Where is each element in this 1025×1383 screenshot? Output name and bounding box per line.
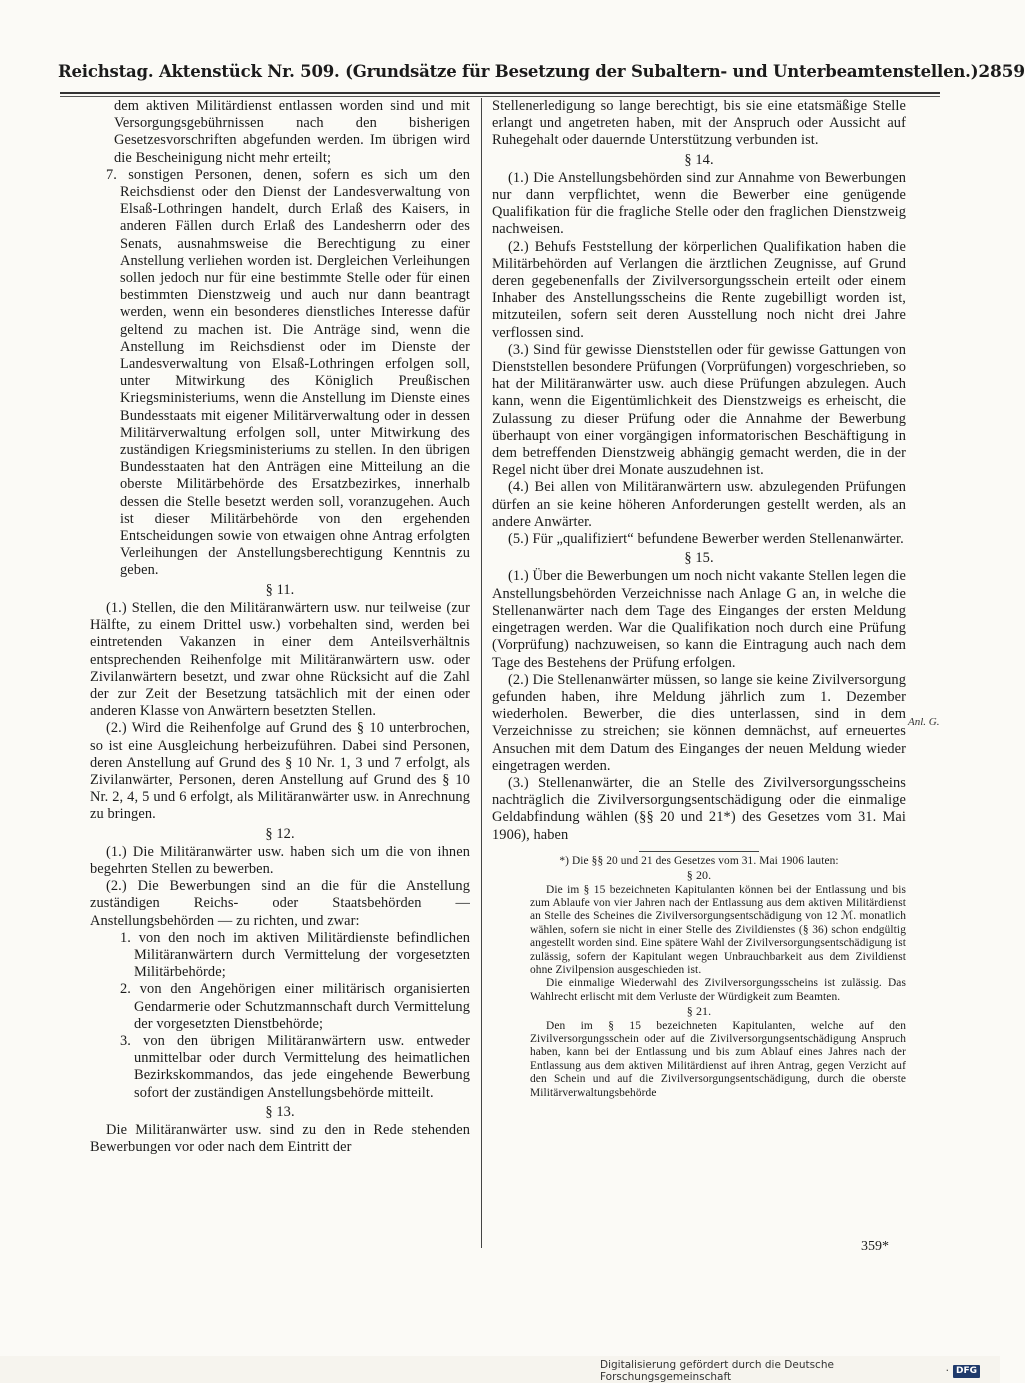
paragraph-11-2: (2.) Wird die Reihenfolge auf Grund des § 10 unterbrochen, so ist eine Ausgleichung herbeizuführen. Dabei sind Personen, deren Anstellung auf Grund des § 10 Nr. 1, 3 und 7 erfolgt, als Zivilanwärter, Personen, deren Anstellung auf Grund des § 10 Nr. 2, 4, 5 und 6 erfolgt, als Militäranwärter usw. in Anrechnung zu bringen.	[90, 720, 470, 823]
paragraph-14-2: (2.) Behufs Feststellung der körperlichen Qualifikation haben die Militärbehörden auf Verlangen die ärztlichen Zeugnisse, auf Grund deren gegebenenfalls der Zivilversorgungsschein erteilt oder einem Inhaber des Anstellungsscheins die Rente zugebilligt worden ist, mitzuteilen, sofern seit deren Ausstellung noch nicht drei Jahre verflossen sind.	[492, 238, 906, 341]
section-heading-15: § 15.	[684, 550, 714, 567]
paragraph-continued-right: Stellenerledigung so lange berechtigt, bis sie eine etatsmäßige Stelle erlangt und angetreten haben, mit der Anspruch oder Aussicht auf Ruhegehalt oder dauernde Unterstützung verbunden ist.	[492, 98, 906, 149]
header-rule	[60, 92, 940, 97]
footnote-paragraph-21-1: Den im § 15 bezeichneten Kapitulanten, welche auf den Zivilversorgungsschein oder auf die Zivilversorgungsentschädigung Anspruch haben, kann bei der Entlassung und bis zum Ablauf eines Jahres nach der Entlassung aus dem aktiven Militärdienst auf ihren Antrag, gegen Verzicht auf den Schein und auf die Zivilversorgungsentschädigung, durch die oberste Militärverwaltungsbehörde	[530, 1019, 906, 1099]
paragraph-14-1: (1.) Die Anstellungsbehörden sind zur Annahme von Bewerbungen nur dann verpflichtet, wenn die Bewerber eine genügende Qualifikation für die fragliche Stelle oder den fraglichen Dienstzweig nachweisen.	[492, 169, 906, 238]
paragraph-14-3: (3.) Sind für gewisse Dienststellen oder für gewisse Gattungen von Dienststellen besondere Prüfungen (Vorprüfungen) vorgeschrieben, so hat der Militäranwärter usw. auch diese Prüfungen abzulegen. Auch kann, wenn die Eigentümlichkeit des Dienstzweigs es erheischt, die Zulassung zu dieser Prüfung oder die Annahme der Bewerbung überhaupt von einer vorgängigen informatorischen Beschäftigung in dem betreffenden Dienstzweig abhängig gemacht werden, die in der Regel nicht über drei Monate auszudehnen ist.	[492, 341, 906, 479]
right-column	[492, 98, 906, 1100]
list-item-12-2: 2. von den Angehörigen einer militärisch organisierten Gendarmerie oder Schutzmannschaft durch Vermittelung der vorgesetzten Dienstbehörde;	[120, 981, 470, 1032]
dfg-logo-icon: DFG	[953, 1365, 980, 1378]
running-header	[58, 62, 1025, 86]
paragraph-15-1: (1.) Über die Bewerbungen um noch nicht vakante Stellen legen die Anstellungsbehörden Verzeichnisse nach Anlage G an, in welche die Stellenanwärter nach dem Tage des Einganges der ersten Meldung eingetragen werden. War die Qualifikation noch durch eine Prüfung (Vorprüfung) nachzuweisen, so kann die Eintragung auch nach dem Tage des Bestehens der Prüfung erfolgen.	[492, 568, 906, 671]
footnote-paragraph-20-1: Die im § 15 bezeichneten Kapitulanten können bei der Entlassung und bis zum Ablaufe von vier Jahren nach der Entlassung aus dem aktiven Militärdienst an Stelle des Scheines die Zivilversorgungsentschädigung von 12 ℳ. monatlich wählen, sofern sie nicht in einer Stelle des Zivildienstes (§ 36) schon endgültig angestellt worden sind. Eine spätere Wahl der Zivilversorgungsentschädigung ist zulässig, sofern der Kapitulant wegen Unbrauchbarkeit aus dem Zivildienst ohne Zivilpension ausgeschieden ist.	[530, 883, 906, 976]
left-column	[90, 98, 470, 1156]
section-heading-13: § 13.	[265, 1103, 295, 1120]
list-item-12-3: 3. von den übrigen Militäranwärtern usw. entweder unmittelbar oder durch Vermittelung des heimatlichen Bezirkskommandos, das jede eingehende Bewerbung sofort der zuständigen Anstellungsbehörde mitteilt.	[120, 1032, 470, 1101]
paragraph-15-2: (2.) Die Stellenanwärter müssen, so lange sie keine Zivilversorgung gefunden haben, ihre Meldung jährlich zum 1. Dezember wiederholen. Bewerber, die dies unterlassen, sind in dem Verzeichnisse zu streichen; sie können demnächst, auf erneuertes Ansuchen mit dem Datum des Einganges der neuen Meldung wieder eingetragen werden.	[492, 671, 906, 774]
footnote-paragraph-20-2: Die einmalige Wiederwahl des Zivilversorgungsscheins ist zulässig. Das Wahlrecht erlischt mit dem Verluste der Würdigkeit zum Beamten.	[530, 977, 906, 1003]
credit-dot: ·	[945, 1365, 949, 1377]
section-heading-14: § 14.	[684, 151, 714, 168]
section-heading-11: § 11.	[265, 581, 295, 598]
credit-text: Digitalisierung gefördert durch die Deutsche Forschungsgemeinschaft	[600, 1359, 834, 1383]
footnote-rule	[639, 851, 759, 852]
list-item-7: 7. sonstigen Personen, denen, sofern es sich um den Reichsdienst oder den Dienst der Landesverwaltung von Elsaß-Lothringen handelt, durch Erlaß des Kaisers, in anderen Fällen durch Erlaß des Landesherrn oder des Senats, ausnahmsweise die Berechtigung zu einer Anstellung verliehen worden ist. Dergleichen Verleihungen sollen jedoch nur für eine bestimmte Stelle oder für einen bestimmten Dienstzweig und auch nur dann beantragt werden, wenn ein besonderes dienstliches Interesse dafür geltend zu machen ist. Die Anträge sind, wenn die Anstellung im Reichsdienst oder im Dienste der Landesverwaltung von Elsaß-Lothringen erfolgen soll, unter Mitwirkung des Königlich Preußischen Kriegsministeriums, wenn die Anstellung im Dienste eines Bundesstaats mit eigener Militärverwaltung oder in dessen Militärverwaltung erfolgen soll, unter Mitwirkung des zuständigen Kriegsministeriums zu stellen. In den übrigen Bundesstaaten hat den Anträgen eine Mitteilung an die oberste Militärbehörde des Ersatzbezirkes, innerhalb dessen die Stelle besetzt werden soll, voranzugehen. Auch ist dieser Militärbehörde von den ergehenden Entscheidungen sowie von etwaigen ohne Antrag erfolgten Verleihungen der Anstellungsberechtigung Kenntnis zu geben.	[106, 166, 470, 579]
footnote-lead: *) Die §§ 20 und 21 des Gesetzes vom 31. Mai 1906 lauten:	[559, 854, 839, 867]
section-heading-12: § 12.	[265, 825, 295, 842]
paragraph-continued: dem aktiven Militärdienst entlassen worden sind und mit Versorgungsgebührnissen nach den bisherigen Gesetzesvorschriften abgefunden werden. Im übrigen wird die Bescheinigung nicht mehr erteilt;	[114, 98, 470, 166]
page-number: 2859	[978, 62, 1025, 82]
paragraph-12-2: (2.) Die Bewerbungen sind an die für die Anstellung zuständigen Reichs- oder Staatsbehörden — Anstellungsbehörden — zu richten, und zwar:	[90, 878, 470, 929]
signature-mark: 359*	[861, 1239, 889, 1254]
paragraph-14-5: (5.) Für „qualifiziert“ befundene Bewerber werden Stellenanwärter.	[508, 531, 904, 548]
footnote	[492, 855, 906, 1100]
credit-line	[600, 1359, 980, 1383]
paragraph-15-3: (3.) Stellenanwärter, die an Stelle des Zivilversorgungsscheins nachträglich die Zivilversorgungsentschädigung oder die einmalige Geldabfindung wählen (§§ 20 und 21*) des Gesetzes vom 31. Mai 1906), haben	[492, 774, 906, 843]
footnote-section-21: § 21.	[686, 1004, 712, 1019]
paragraph-13-1: Die Militäranwärter usw. sind zu den in Rede stehenden Bewerbungen vor oder nach dem Eintritt der	[90, 1121, 470, 1156]
margin-note: Anl. G.	[908, 716, 940, 728]
column-divider	[481, 98, 482, 1248]
paragraph-11-1: (1.) Stellen, die den Militäranwärtern usw. nur teilweise (zur Hälfte, zu einem Drittel usw.) vorbehalten sind, werden bei eintretenden Vakanzen in einer dem Anteilsverhältnis entsprechenden Reihenfolge mit Militäranwärtern usw. oder Zivilanwärtern besetzt, und zwar ohne Rücksicht auf die Zahl der zur Zeit der Besetzung tatsächlich mit der einen oder anderen Klasse von Anwärtern besetzten Stellen.	[90, 599, 470, 720]
paragraph-12-1: (1.) Die Militäranwärter usw. haben sich um die von ihnen begehrten Stellen zu bewerben.	[90, 843, 470, 877]
header-title: Reichstag. Aktenstück Nr. 509. (Grundsätze für Besetzung der Subaltern- und Unterbeamtenstellen.)	[58, 62, 979, 81]
footnote-section-20: § 20.	[686, 868, 712, 883]
paragraph-14-4: (4.) Bei allen von Militäranwärtern usw. abzulegenden Prüfungen dürfen an sie keine höheren Anforderungen gestellt werden, als an andere Anwärter.	[492, 479, 906, 530]
list-item-12-1: 1. von den noch im aktiven Militärdienste befindlichen Militäranwärtern durch Vermittelung der vorgesetzten Militärbehörde;	[120, 929, 470, 981]
